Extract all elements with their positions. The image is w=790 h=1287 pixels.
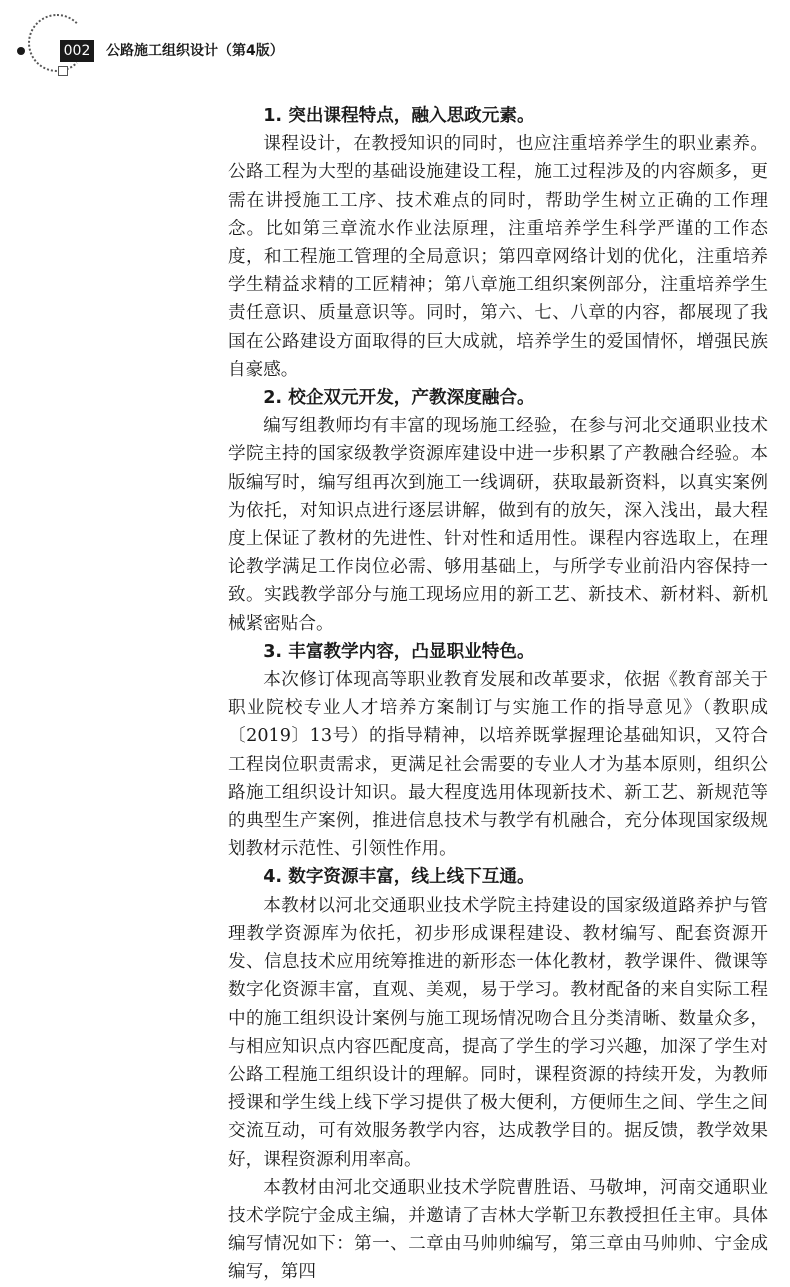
section-paragraph: 本教材以河北交通职业技术学院主持建设的国家级道路养护与管理教学资源库为依托，初步形成课程建设、教材编写、配套资源开发、信息技术应用统筹推进的新形态一体化教材，教学课件、微课等数字化资源丰富，直观、美观，易于学习。教材配备的来自实际工程中的施工组织设计案例与施工现场情况吻合且分类清晰、数量众多，与相应知识点内容匹配度高，提高了学生的学习兴趣，加深了学生对公路工程施工组织设计的理解。同时，课程资源的持续开发，为教师授课和学生线上线下学习提供了极大便利，方便师生之间、学生之间交流互动，可有效服务教学内容，达成教学目的。据反馈，教学效果好，课程资源利用率高。 bbox=[228, 895, 768, 1170]
section-heading: 1. 突出课程特点，融入思政元素。 bbox=[263, 106, 535, 126]
page-body bbox=[228, 102, 768, 1287]
page-number: 002 bbox=[60, 40, 94, 62]
decorative-dot bbox=[17, 47, 25, 55]
closing-paragraph: 本教材由河北交通职业技术学院曹胜语、马敬坤，河南交通职业技术学院宁金成主编，并邀请了吉林大学靳卫东教授担任主审。具体编写情况如下：第一、二章由马帅帅编写，第三章由马帅帅、宁金成编写，第四 bbox=[228, 1177, 768, 1283]
decorative-square bbox=[58, 66, 68, 76]
page-header bbox=[0, 0, 790, 100]
section-heading: 3. 丰富教学内容，凸显职业特色。 bbox=[263, 641, 535, 662]
section-paragraph: 本次修订体现高等职业教育发展和改革要求，依据《教育部关于职业院校专业人才培养方案制订与实施工作的指导意见》（教职成〔2019〕13号）的指导精神，以培养既掌握理论基础知识，又符合工程岗位职责需求，更满足社会需要的专业人才为基本原则，组织公路施工组织设计知识。最大程度选用体现新技术、新工艺、新规范等的典型生产案例，推进信息技术与教学有机融合，充分体现国家级规划教材示范性、引领性作用。 bbox=[228, 670, 768, 860]
section-heading: 4. 数字资源丰富，线上线下互通。 bbox=[263, 867, 535, 888]
running-book-title: 公路施工组织设计（第4版） bbox=[106, 43, 284, 59]
section-paragraph: 课程设计，在教授知识的同时，也应注重培养学生的职业素养。公路工程为大型的基础设施建设工程，施工过程涉及的内容颇多，更需在讲授施工工序、技术难点的同时，帮助学生树立正确的工作理念。比如第三章流水作业法原理，注重培养学生科学严谨的工作态度，和工程施工管理的全局意识；第四章网络计划的优化，注重培养学生精益求精的工匠精神；第八章施工组织案例部分，注重培养学生责任意识、质量意识等。同时，第六、七、八章的内容，都展现了我国在公路建设方面取得的巨大成就，培养学生的爱国情怀，增强民族自豪感。 bbox=[228, 134, 768, 380]
section-paragraph: 编写组教师均有丰富的现场施工经验，在参与河北交通职业技术学院主持的国家级教学资源库建设中进一步积累了产教融合经验。本版编写时，编写组再次到施工一线调研，获取最新资料，以真实案例为依托，对知识点进行逐层讲解，做到有的放矢，深入浅出，最大程度上保证了教材的先进性、针对性和适用性。课程内容选取上，在理论教学满足工作岗位必需、够用基础上，与所学专业前沿内容保持一致。实践教学部分与施工现场应用的新工艺、新技术、新材料、新机械紧密贴合。 bbox=[228, 416, 768, 634]
section-heading: 2. 校企双元开发，产教深度融合。 bbox=[263, 388, 535, 409]
